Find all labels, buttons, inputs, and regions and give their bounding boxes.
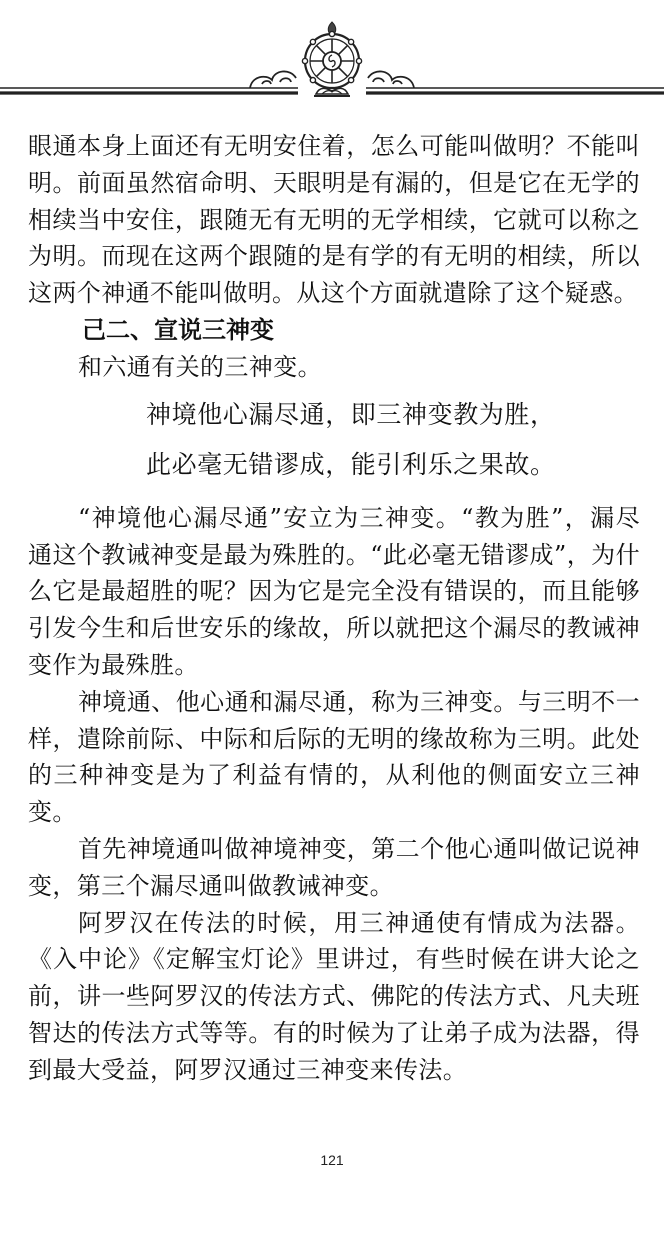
page-number: 121 [320, 1152, 344, 1168]
body-paragraph: 阿罗汉在传法的时候，用三神通使有情成为法器。《入中论》《定解宝灯论》里讲过，有些时候在讲大论之前，讲一些阿罗汉的传法方式、佛陀的传法方式、凡夫班智达的传法方式等等。有的时候为了让弟子成为法器，得到最大受益，阿罗汉通过三神变来传法。 [28, 908, 640, 1084]
page-body [28, 128, 640, 1089]
verse-line: 此必毫无错谬成，能引利乐之果故。 [146, 449, 556, 479]
body-paragraph: 首先神境通叫做神境神变，第二个他心通叫做记说神变，第三个漏尽通叫做教诫神变。 [28, 834, 640, 900]
header-decoration [0, 0, 664, 112]
dharma-wheel-icon [302, 22, 361, 96]
section-heading: 己二、宣说三神变 [82, 315, 274, 344]
page-header-ornament [0, 0, 664, 112]
verse-line: 神境他心漏尽通，即三神变教为胜， [146, 399, 556, 429]
body-paragraph: 神境通、他心通和漏尽通，称为三神变。与三明不一样，遣除前际、中际和后际的无明的缘故称为三明。此处的三种神变是为了利益有情的，从利他的侧面安立三神变。 [28, 687, 640, 827]
verse-block [28, 390, 640, 490]
cloud-left-icon [250, 71, 296, 88]
intro-line: 和六通有关的三神变。 [78, 352, 322, 381]
body-paragraph: 眼通本身上面还有无明安住着，怎么可能叫做明？不能叫明。前面虽然宿命明、天眼明是有漏的，但是它在无学的相续当中安住，跟随无有无明的无学相续，它就可以称之为明。而现在这两个跟随的是有学的有无明的相续，所以这两个神通不能叫做明。从这个方面就遣除了这个疑惑。 [28, 132, 640, 308]
cloud-right-icon [368, 71, 414, 88]
body-paragraph: “神境他心漏尽通”安立为三神变。“教为胜”，漏尽通这个教诫神变是最为殊胜的。“此必毫无错谬成”，为什么它是最超胜的呢？因为它是完全没有错误的，而且能够引发今生和后世安乐的缘故，所以就把这个漏尽的教诫神变作为最殊胜。 [28, 503, 640, 679]
